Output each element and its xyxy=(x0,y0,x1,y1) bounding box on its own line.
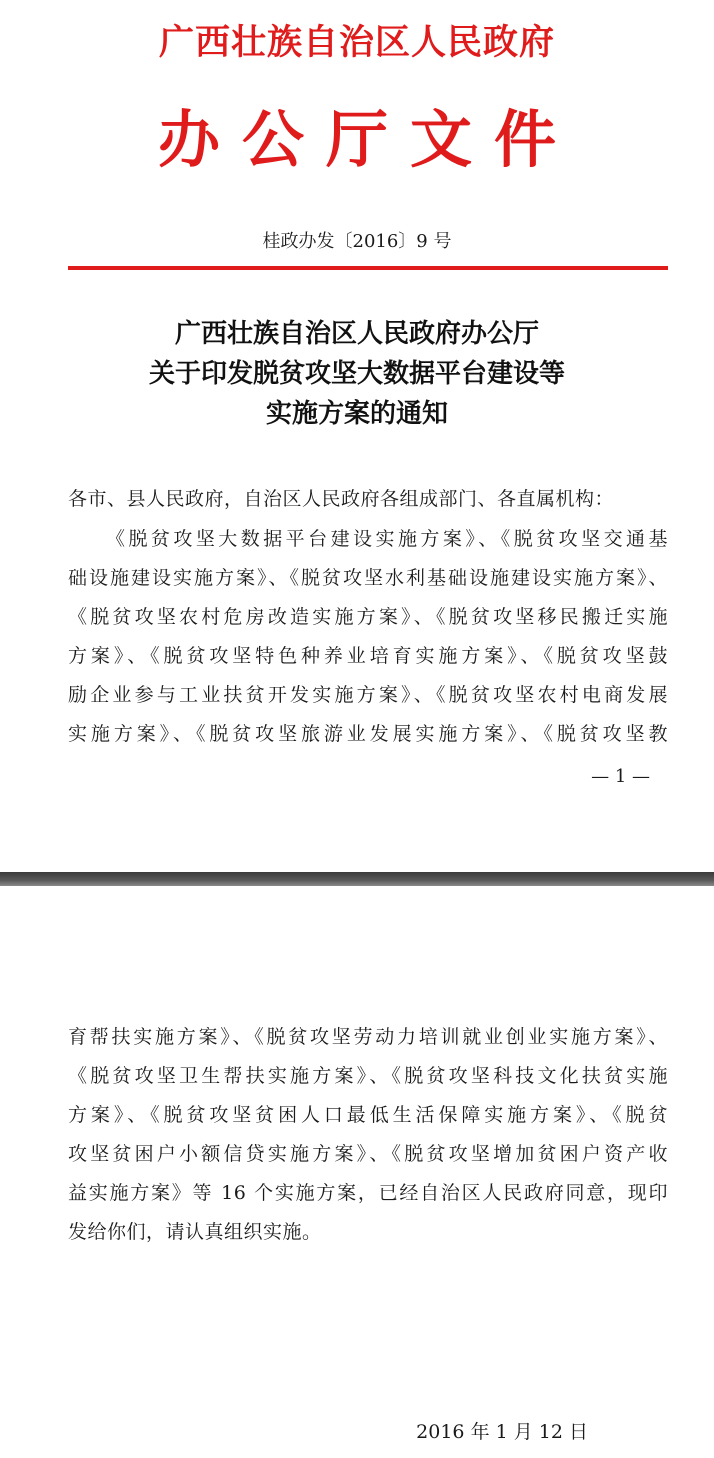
issuer-name: 广西壮族自治区人民政府 xyxy=(158,22,555,63)
body-text-line: 育帮扶实施方案》、《脱贫攻坚劳动力培训就业创业实施方案》、 xyxy=(68,1026,668,1048)
body-text-line: 础设施建设实施方案》、《脱贫攻坚水利基础设施建设实施方案》、 xyxy=(68,567,668,589)
body-text-line: 《脱贫攻坚农村危房改造实施方案》、《脱贫攻坚移民搬迁实施 xyxy=(68,606,668,628)
document-number: 桂政办发〔2016〕9 号 xyxy=(262,231,452,252)
body-text-line: 《脱贫攻坚大数据平台建设实施方案》、《脱贫攻坚交通基 xyxy=(106,528,668,550)
document-title xyxy=(0,314,714,434)
page-separator xyxy=(0,872,714,886)
body-text-line: 《脱贫攻坚卫生帮扶实施方案》、《脱贫攻坚科技文化扶贫实施 xyxy=(68,1065,668,1087)
salutation: 各市、县人民政府，自治区人民政府各组成部门、各直属机构： xyxy=(68,488,615,510)
red-divider-line xyxy=(68,266,668,270)
body-text-line: 励企业参与工业扶贫开发实施方案》、《脱贫攻坚农村电商发展 xyxy=(68,684,668,706)
body-text-line: 益实施方案》等 16 个实施方案，已经自治区人民政府同意，现印 xyxy=(68,1182,668,1204)
title-line: 广西壮族自治区人民政府办公厅 xyxy=(174,319,539,349)
body-text-line: 方案》、《脱贫攻坚特色种养业培育实施方案》、《脱贫攻坚鼓 xyxy=(68,645,668,667)
title-line: 实施方案的通知 xyxy=(265,399,448,429)
issue-date: 2016 年 1 月 12 日 xyxy=(416,1421,588,1443)
title-line: 关于印发脱贫攻坚大数据平台建设等 xyxy=(148,359,565,389)
document-type-heading: 办公厅文件 xyxy=(157,103,578,176)
body-text-line: 攻坚贫困户小额信贷实施方案》、《脱贫攻坚增加贫困户资产收 xyxy=(68,1143,668,1165)
body-text-line: 发给你们，请认真组织实施。 xyxy=(68,1221,322,1243)
body-text-line: 方案》、《脱贫攻坚贫困人口最低生活保障实施方案》、《脱贫 xyxy=(68,1104,668,1126)
page-number: — 1 — xyxy=(591,766,650,787)
body-text-line: 实施方案》、《脱贫攻坚旅游业发展实施方案》、《脱贫攻坚教 xyxy=(68,723,668,745)
document-page-2 xyxy=(0,886,714,1458)
